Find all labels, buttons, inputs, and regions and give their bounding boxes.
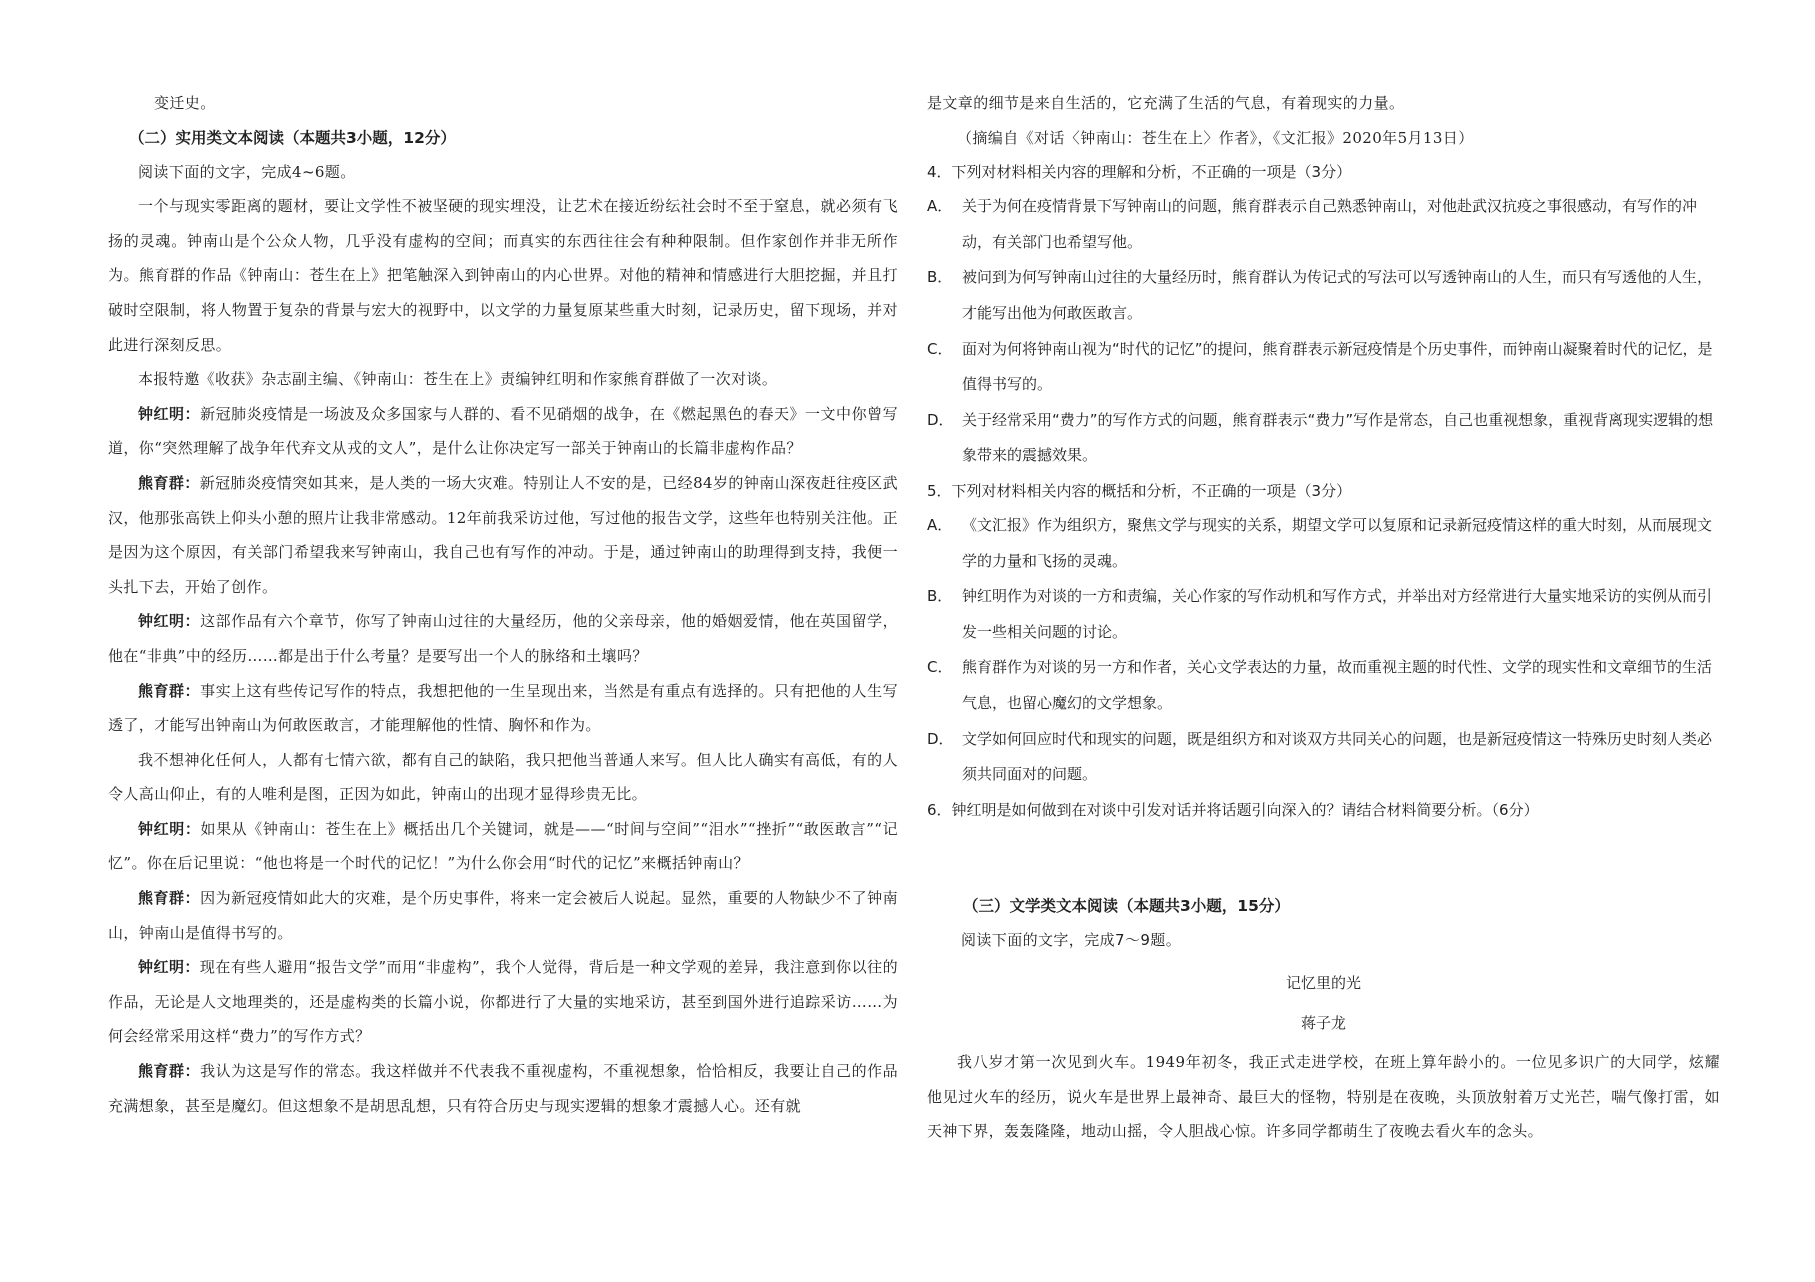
q4-option-a[interactable]	[927, 189, 1720, 260]
option-text: 关于为何在疫情背景下写钟南山的问题，熊育群表示自己熟悉钟南山，对他赴武汉抗疫之事很感动，有写作的冲动，有关部门也希望写他。	[962, 197, 1698, 251]
dialogue-5	[108, 812, 898, 881]
dialogue-text: 这部作品有六个章节，你写了钟南山过往的大量经历，他的父亲母亲，他的婚姻爱情，他在英国留学，他在“非典”中的经历……都是出于什么考量？是要写出一个人的脉络和土壤吗？	[108, 612, 898, 665]
story-title: 记忆里的光	[1285, 974, 1361, 993]
speaker-xiong: 熊育群：	[138, 889, 201, 908]
dialogue-4	[108, 674, 898, 743]
speaker-zhong: 钟红明：	[138, 404, 201, 423]
q5-option-d[interactable]	[927, 722, 1720, 793]
intro-paragraph-2: 本报特邀《收获》杂志副主编、《钟南山：苍生在上》责编钟红明和作家熊育群做了一次对谈。	[138, 370, 778, 389]
dialogue-text: 新冠肺炎疫情是一场波及众多国家与人群的、看不见硝烟的战争，在《燃起黑色的春天》一文中你曾写道，你“突然理解了战争年代弃文从戎的文人”，是什么让你决定写一部关于钟南山的长篇非虚构作品？	[108, 404, 898, 458]
option-text: 文学如何回应时代和现实的问题，既是组织方和对谈双方共同关心的问题，也是新冠疫情这一特殊历史时刻人类必须共同面对的问题。	[962, 729, 1713, 784]
option-label: A．	[927, 197, 953, 216]
right-column	[927, 0, 1720, 1149]
text-tail: 变迁史。	[154, 94, 216, 112]
option-label: C．	[927, 339, 953, 358]
dialogue-text: 事实上这有些传记写作的特点，我想把他的一生呈现出来，当然是有重点有选择的。只有把他的人生写透了，才能写出钟南山为何敢医敢言，才能理解他的性情、胸怀和作为。	[108, 681, 898, 735]
section-3-instruction: 阅读下面的文字，完成7～9题。	[961, 930, 1182, 949]
dialogue-2	[108, 466, 898, 604]
dialogue-4-continued: 我不想神化任何人，人都有七情六欲，都有自己的缺陷，我只把他当普通人来写。但人比人确实有高低，有的人令人高山仰止，有的人唯利是图，正因为如此，钟南山的出现才显得珍贵无比。	[108, 750, 898, 804]
text-continuation: 是文章的细节是来自生活的，它充满了生活的气息，有着现实的力量。	[927, 94, 1405, 112]
dialogue-7	[108, 950, 898, 1054]
dialogue-text: 我认为这是写作的常态。我这样做并不代表我不重视虚构，不重视想象，恰恰相反，我要让自己的作品充满想象，甚至是魔幻。但这想象不是胡思乱想，只有符合历史与现实逻辑的想象才震撼人心。还有就	[108, 1062, 898, 1115]
option-text: 《文汇报》作为组织方，聚焦文学与现实的关系，期望文学可以复原和记录新冠疫情这样的重大时刻，从而展现文学的力量和飞扬的灵魂。	[962, 515, 1713, 570]
speaker-xiong: 熊育群：	[138, 681, 201, 700]
option-text: 被问到为何写钟南山过往的大量经历时，熊育群认为传记式的写法可以写透钟南山的人生，而只有写透他的人生，才能写出他为何敢医敢言。	[962, 268, 1713, 322]
q5-option-c[interactable]	[927, 650, 1720, 721]
option-text: 关于经常采用“费力”的写作方式的问题，熊育群表示“费力”写作是常态，自己也重视想象，重视背离现实逻辑的想象带来的震撼效果。	[962, 410, 1714, 465]
option-text: 钟红明作为对谈的一方和责编，关心作家的写作动机和写作方式，并举出对方经常进行大量实地采访的实例从而引发一些相关问题的讨论。	[962, 587, 1713, 641]
option-label: D．	[927, 410, 954, 429]
option-text: 面对为何将钟南山视为“时代的记忆”的提问，熊育群表示新冠疫情是个历史事件，而钟南山凝聚着时代的记忆，是值得书写的。	[962, 339, 1713, 394]
question-6: 6．钟红明是如何做到在对谈中引发对话并将话题引向深入的？请结合材料简要分析。（6分）	[927, 800, 1539, 819]
dialogue-6	[108, 881, 898, 950]
option-label: D．	[927, 729, 954, 748]
question-4-options	[927, 189, 1720, 474]
dialogue-text: 新冠肺炎疫情突如其来，是人类的一场大灾难。特别让人不安的是，已经84岁的钟南山深夜赶往疫区武汉，他那张高铁上仰头小憩的照片让我非常感动。12年前我采访过他，写过他的报告文学，这些年也特别关注他。正是因为这个原因，有关部门希望我来写钟南山，我自己也有写作的冲动。于是，通过钟南山的助理得到支持，我便一头扎下去，开始了创作。	[108, 473, 898, 596]
section-2-title: （二）实用类文本阅读（本题共3小题，12分）	[129, 128, 456, 147]
section-3-title: （三）文学类文本阅读（本题共3小题，15分）	[963, 896, 1290, 915]
speaker-zhong: 钟红明：	[138, 958, 200, 977]
option-label: B．	[927, 268, 953, 287]
option-text: 熊育群作为对谈的另一方和作者，关心文学表达的力量，故而重视主题的时代性、文学的现实性和文章细节的生活气息，也留心魔幻的文学想象。	[962, 658, 1713, 712]
speaker-zhong: 钟红明：	[138, 819, 201, 838]
option-label: C．	[927, 658, 953, 677]
dialogue-text: 如果从《钟南山：苍生在上》概括出几个关键词，就是——“时间与空间”“泪水”“挫折”“敢医敢言”“记忆”。你在后记里说：“他也将是一个时代的记忆！”为什么你会用“时代的记忆”来概括钟南山？	[108, 819, 898, 873]
option-label: A．	[927, 515, 953, 534]
option-label: B．	[927, 587, 953, 606]
dialogue-text: 现在有些人避用“报告文学”而用“非虚构”，我个人觉得，背后是一种文学观的差异，我注意到你以往的作品，无论是人文地理类的，还是虚构类的长篇小说，你都进行了大量的实地采访，甚至到国外进行追踪采访……为何会经常采用这样“费力”的写作方式？	[108, 958, 898, 1046]
question-4: 4．下列对材料相关内容的理解和分析，不正确的一项是（3分）	[927, 163, 1352, 182]
q5-option-a[interactable]	[927, 508, 1720, 579]
q4-option-c[interactable]	[927, 332, 1720, 403]
question-5-options	[927, 508, 1720, 793]
q4-option-b[interactable]	[927, 260, 1720, 331]
left-column	[108, 0, 898, 1123]
dialogue-text: 因为新冠疫情如此大的灾难，是个历史事件，将来一定会被后人说起。显然，重要的人物缺少不了钟南山，钟南山是值得书写的。	[108, 889, 898, 942]
q5-option-b[interactable]	[927, 579, 1720, 650]
q4-option-d[interactable]	[927, 403, 1720, 474]
section-2-instruction: 阅读下面的文字，完成4~6题。	[138, 162, 356, 181]
story-author: 蒋子龙	[1300, 1014, 1346, 1033]
source-citation: （摘编自《对话〈钟南山：苍生在上〉作者》，《文汇报》2020年5月13日）	[957, 128, 1474, 147]
speaker-xiong: 熊育群：	[138, 473, 200, 492]
speaker-zhong: 钟红明：	[138, 612, 201, 631]
story-paragraph-1: 我八岁才第一次见到火车。1949年初冬，我正式走进学校，在班上算年龄小的。一位见多识广的大同学，炫耀他见过火车的经历，说火车是世界上最神奇、最巨大的怪物，特别是在夜晚，头顶放射着万丈光芒，喘气像打雷，如天神下界，轰轰隆隆，地动山摇，令人胆战心惊。许多同学都萌生了夜晚去看火车的念头。	[927, 1053, 1720, 1141]
dialogue-3	[108, 604, 898, 673]
dialogue-8	[108, 1054, 898, 1123]
speaker-xiong: 熊育群：	[138, 1062, 201, 1081]
dialogue-1	[108, 397, 898, 466]
question-5: 5．下列对材料相关内容的概括和分析，不正确的一项是（3分）	[927, 481, 1352, 500]
intro-paragraph-1: 一个与现实零距离的题材，要让文学性不被坚硬的现实埋没，让艺术在接近纷纭社会时不至于窒息，就必须有飞扬的灵魂。钟南山是个公众人物，几乎没有虚构的空间；而真实的东西往往会有种种限制。但作家创作并非无所作为。熊育群的作品《钟南山：苍生在上》把笔触深入到钟南山的内心世界。对他的精神和情感进行大胆挖掘，并且打破时空限制，将人物置于复杂的背景与宏大的视野中，以文学的力量复原某些重大时刻，记录历史，留下现场，并对此进行深刻反思。	[108, 197, 898, 354]
